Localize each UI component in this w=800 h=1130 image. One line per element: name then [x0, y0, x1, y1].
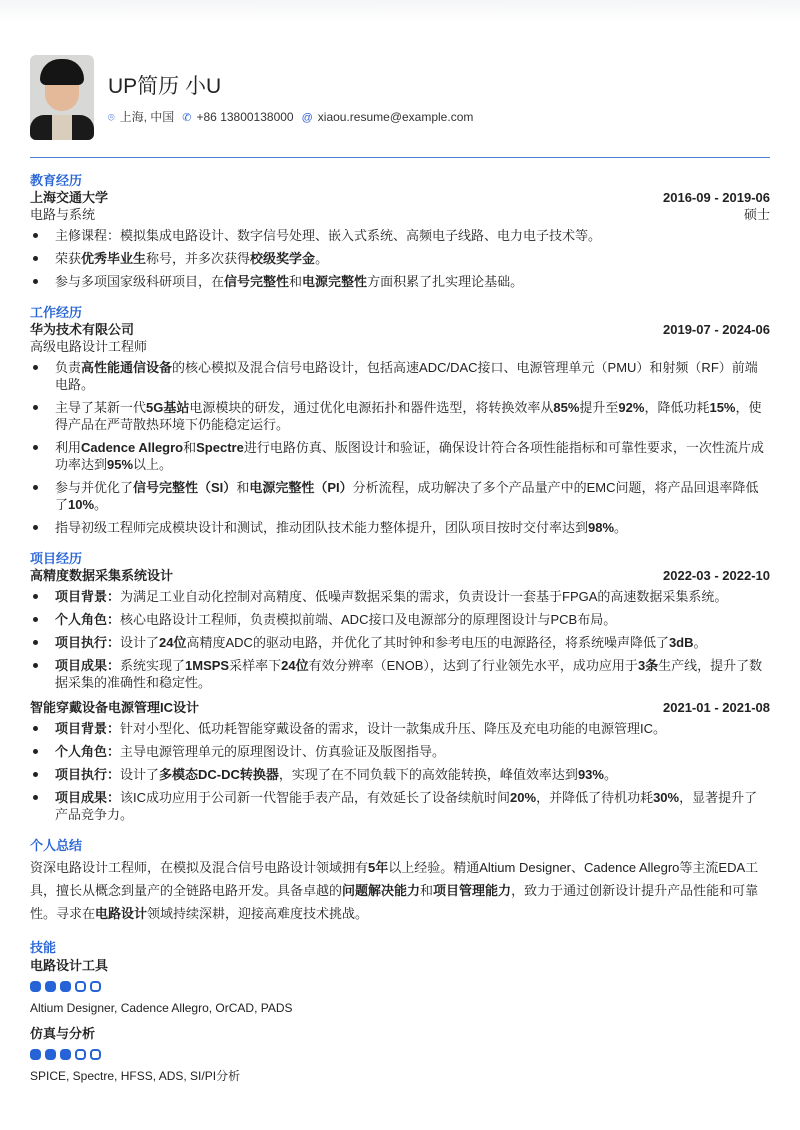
- text: 。: [94, 497, 108, 512]
- bold-text: 30%: [653, 790, 680, 805]
- bold-text: 电路设计: [95, 906, 148, 921]
- education-bullets: [30, 227, 770, 290]
- bold-text: Cadence Allegro: [81, 440, 184, 455]
- text: 和: [183, 440, 197, 455]
- project-dates: 2021-01 - 2021-08: [663, 700, 770, 715]
- text: 以上。: [133, 457, 173, 472]
- section-title-education: 教育经历: [30, 173, 83, 188]
- text: 负责: [55, 360, 82, 375]
- bold-text: 个人角色：: [55, 612, 121, 627]
- text: ，并降低了待机功耗: [536, 790, 654, 805]
- text: 高精度ADC的驱动电路，并优化了其时钟和参考电压的电源路径，将系统噪声降低了: [186, 635, 669, 650]
- skill-level: [30, 1049, 770, 1060]
- phone: +86 13800138000: [196, 109, 294, 124]
- bold-text: 95%: [107, 457, 134, 472]
- bold-text: 93%: [577, 767, 604, 782]
- skill-name: 电路设计工具: [30, 958, 109, 973]
- text: 资深电路设计工程师，在模拟及混合信号电路设计领域拥有: [30, 860, 369, 875]
- bullet-item: [30, 250, 770, 267]
- skill-level-dot: [60, 1049, 71, 1060]
- skill-level-dot: [90, 981, 101, 992]
- text: ，实现了在不同负载下的高效能转换，峰值效率达到: [278, 767, 578, 782]
- bullet-item: [30, 479, 770, 513]
- text: 荣获: [55, 251, 82, 266]
- work-bullets: [30, 359, 770, 536]
- skills-list: [30, 956, 770, 1086]
- text: 的核心模拟及混合信号电路设计，包括高速ADC/DAC接口、电源管理单元（PMU）和射频（RF）前端电路。: [55, 360, 758, 392]
- text: 和: [420, 883, 434, 898]
- bold-text: 项目成果：: [55, 790, 121, 805]
- text: 参与并优化了: [55, 480, 134, 495]
- text: ，使得产品在严苛散热环境下仍能稳定运行。: [55, 400, 762, 432]
- major: 电路与系统: [30, 207, 96, 222]
- bold-text: 24位: [159, 635, 187, 650]
- bold-text: 个人角色：: [55, 744, 121, 759]
- project-bullets: [30, 588, 770, 691]
- bold-text: 98%: [588, 520, 615, 535]
- bold-text: 项目成果：: [55, 658, 121, 673]
- text: 利用: [55, 440, 82, 455]
- bold-text: 85%: [553, 400, 580, 415]
- bold-text: 问题解决能力: [342, 883, 421, 898]
- candidate-name: UP简历 小U: [108, 75, 222, 98]
- bold-text: 项目背景：: [55, 589, 121, 604]
- bold-text: 5年: [368, 860, 389, 875]
- bold-text: 多模态DC-DC转换器: [159, 767, 279, 782]
- contact-info: [108, 108, 473, 125]
- text: 采样率下: [229, 658, 282, 673]
- text: 。: [693, 635, 707, 650]
- email[interactable]: xiaou.resume@example.com: [317, 109, 474, 124]
- skill-name: 仿真与分析: [30, 1026, 96, 1041]
- bullet-item: [30, 519, 770, 536]
- text: 领域持续深耕，迎接高难度技术挑战。: [147, 906, 369, 921]
- work-dates: 2019-07 - 2024-06: [663, 322, 770, 337]
- project-name: 智能穿戴设备电源管理IC设计: [30, 700, 200, 715]
- bold-text: 高性能通信设备: [81, 360, 173, 375]
- phone-icon: ✆: [182, 111, 192, 124]
- top-bar: [0, 0, 800, 22]
- text: 为满足工业自动化控制对高精度、低噪声数据采集的需求，负责设计一套基于FPGA的高速数据采集系统。: [120, 589, 728, 604]
- skill-level-dot: [30, 981, 41, 992]
- bullet-item: [30, 743, 770, 760]
- text: 称号，并多次获得: [146, 251, 251, 266]
- text: 主修课程：模拟集成电路设计、数字信号处理、嵌入式系统、高频电子线路、电力电子技术等。: [55, 228, 602, 243]
- text: 提升至: [579, 400, 619, 415]
- text: 参与多项国家级科研项目，在: [55, 274, 225, 289]
- section-title-work: 工作经历: [30, 305, 83, 320]
- text: 和: [236, 480, 250, 495]
- text: ，显著提升了产品竞争力。: [55, 790, 758, 822]
- bullet-item: [30, 399, 770, 433]
- skill-level-dot: [60, 981, 71, 992]
- header-divider: [30, 157, 770, 158]
- project-name: 高精度数据采集系统设计: [30, 568, 174, 583]
- text: 系统实现了: [120, 658, 186, 673]
- text: 和: [289, 274, 303, 289]
- job-role: 高级电路设计工程师: [30, 339, 148, 354]
- project-dates: 2022-03 - 2022-10: [663, 568, 770, 583]
- skill-level-dot: [75, 1049, 86, 1060]
- skill-level-dot: [45, 981, 56, 992]
- text: 指导初级工程师完成模块设计和测试，推动团队技术能力整体提升，团队项目按时交付率达到: [55, 520, 589, 535]
- bold-text: 信号完整性: [224, 274, 290, 289]
- bullet-item: [30, 720, 770, 737]
- text: 。: [315, 251, 329, 266]
- bold-text: Spectre: [196, 440, 244, 455]
- project-bullets: [30, 720, 770, 823]
- skill-level-dot: [45, 1049, 56, 1060]
- bold-text: 1MSPS: [185, 658, 230, 673]
- bold-text: 优秀毕业生: [81, 251, 147, 266]
- bold-text: 电源完整性（PI）: [249, 480, 353, 495]
- bullet-item: [30, 766, 770, 783]
- location: 上海, 中国: [119, 110, 175, 124]
- bold-text: 24位: [281, 658, 309, 673]
- section-title-skills: 技能: [30, 940, 57, 955]
- text: 主导了某新一代: [55, 400, 147, 415]
- bullet-item: [30, 611, 770, 628]
- skill-level-dot: [30, 1049, 41, 1060]
- at-icon: @: [301, 111, 313, 124]
- text: 设计了: [120, 767, 160, 782]
- skill-level-dot: [75, 981, 86, 992]
- resume-page: [0, 55, 800, 1086]
- text: 设计了: [120, 635, 160, 650]
- text: ，降低功耗: [644, 400, 710, 415]
- bold-text: 20%: [510, 790, 537, 805]
- text: 方面积累了扎实理论基础。: [367, 274, 524, 289]
- summary-text: [30, 856, 770, 925]
- text: 生产线，提升了数据采集的准确性和稳定性。: [55, 658, 763, 690]
- bold-text: 3dB: [668, 635, 694, 650]
- text: 电源模块的研发，通过优化电源拓扑和器件选型，将转换效率从: [189, 400, 554, 415]
- profile-photo: [30, 55, 94, 140]
- bullet-item: [30, 588, 770, 605]
- school-name: 上海交通大学: [30, 190, 109, 205]
- company-name: 华为技术有限公司: [30, 322, 135, 337]
- bullet-item: [30, 789, 770, 823]
- skill-level: [30, 981, 770, 992]
- text: 主导电源管理单元的原理图设计、仿真验证及版图指导。: [120, 744, 446, 759]
- bold-text: 信号完整性（SI）: [133, 480, 237, 495]
- text: 有效分辨率（ENOB），达到了行业领先水平，成功应用于: [308, 658, 638, 673]
- text: 。: [614, 520, 628, 535]
- resume-header: [30, 55, 770, 140]
- bold-text: 5G基站: [146, 400, 190, 415]
- skill-level-dot: [90, 1049, 101, 1060]
- bullet-item: [30, 439, 770, 473]
- section-title-summary: 个人总结: [30, 838, 83, 853]
- bold-text: 15%: [709, 400, 736, 415]
- text: 分析流程，成功解决了多个产品量产中的EMC问题，将产品回退率降低了: [55, 480, 759, 512]
- text: 进行电路仿真、版图设计和验证，确保设计符合各项性能指标和可靠性要求，一次性流片成功率达到: [55, 440, 764, 472]
- bold-text: 项目执行：: [55, 767, 121, 782]
- text: ，致力于通过创新设计提升产品性能和可靠性。寻求在: [30, 883, 759, 921]
- skill-description: SPICE, Spectre, HFSS, ADS, SI/PI分析: [30, 1069, 241, 1083]
- bullet-item: [30, 273, 770, 290]
- section-title-projects: 项目经历: [30, 551, 83, 566]
- text: 核心电路设计工程师，负责模拟前端、ADC接口及电源部分的原理图设计与PCB布局。: [120, 612, 617, 627]
- text: 该IC成功应用于公司新一代智能手表产品，有效延长了设备续航时间: [120, 790, 511, 805]
- bullet-item: [30, 657, 770, 691]
- degree: 硕士: [743, 207, 770, 222]
- map-pin-icon: ⌾: [108, 112, 115, 124]
- bold-text: 电源完整性: [302, 274, 368, 289]
- bold-text: 项目管理能力: [433, 883, 512, 898]
- education-dates: 2016-09 - 2019-06: [663, 190, 770, 205]
- bold-text: 92%: [618, 400, 645, 415]
- bold-text: 项目背景：: [55, 721, 121, 736]
- skill-description: Altium Designer, Cadence Allegro, OrCAD, PADS: [30, 1001, 293, 1015]
- bold-text: 校级奖学金: [250, 251, 316, 266]
- text: 针对小型化、低功耗智能穿戴设备的需求，设计一款集成升压、降压及充电功能的电源管理IC。: [120, 721, 667, 736]
- bullet-item: [30, 227, 770, 244]
- bold-text: 3条: [637, 658, 659, 673]
- text: 。: [603, 767, 617, 782]
- bullet-item: [30, 634, 770, 651]
- bold-text: 10%: [68, 497, 95, 512]
- bold-text: 项目执行：: [55, 635, 121, 650]
- text: 以上经验。精通Altium Designer、Cadence Allegro等主流EDA工具，擅长从概念到量产的全链路电路开发。具备卓越的: [30, 860, 759, 898]
- bullet-item: [30, 359, 770, 393]
